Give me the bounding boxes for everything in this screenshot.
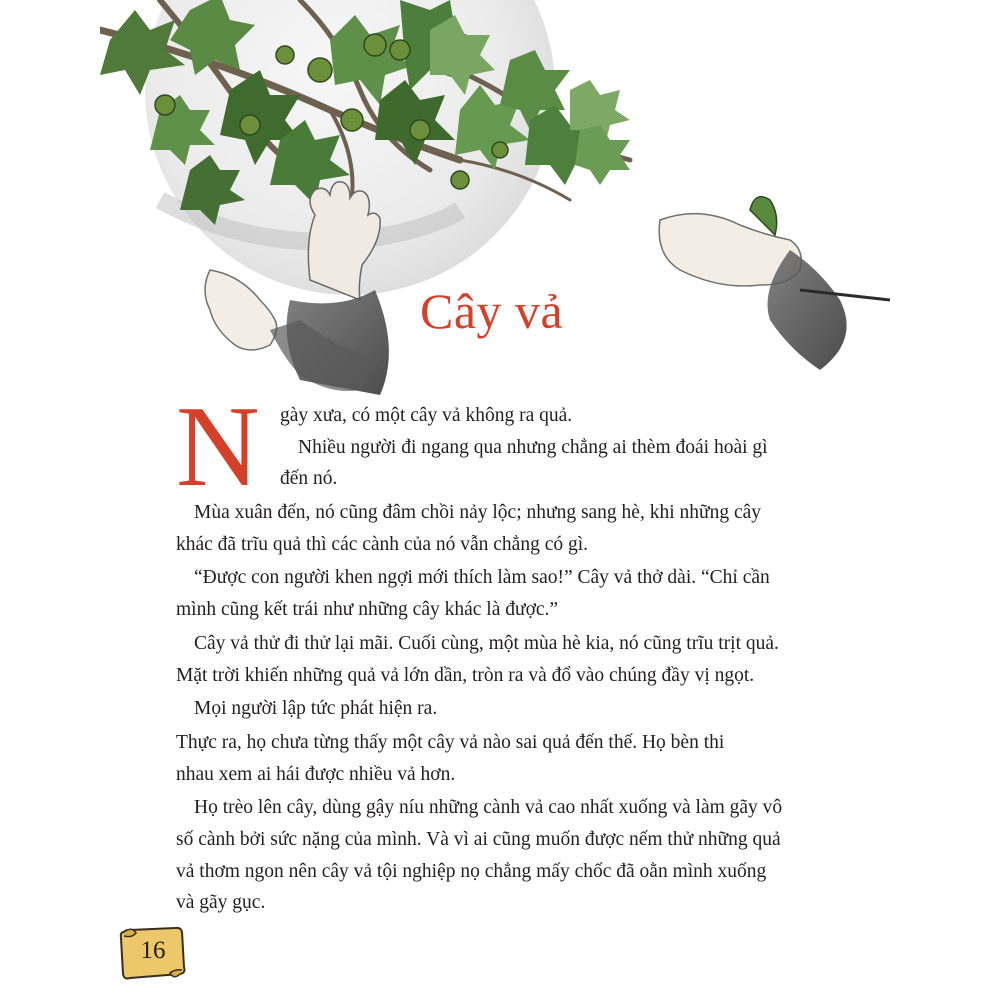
page-number-scroll — [118, 924, 188, 982]
text-line: mình cũng kết trái như những cây khác là được.” — [176, 599, 559, 621]
text-line: “Được con người khen ngợi mới thích làm sao!” Cây vả thở dài. “Chỉ cần — [194, 567, 770, 589]
text-line: Mùa xuân đến, nó cũng đâm chồi nảy lộc; nhưng sang hè, khi những cây — [194, 502, 762, 524]
text-line: Mọi người lập tức phát hiện ra. — [194, 698, 438, 720]
text-line: Thực ra, họ chưa từng thấy một cây vả nào sai quả đến thế. Họ bèn thi — [176, 731, 725, 753]
story-body — [176, 383, 844, 919]
text-line: số cành bởi sức nặng của mình. Và vì ai cũng muốn được nếm thử những quả — [176, 828, 781, 850]
text-line: Họ trèo lên cây, dùng gậy níu những cành vả cao nhất xuống và làm gãy vô — [194, 797, 783, 819]
text-line: khác đã trĩu quả thì các cành của nó vẫn chẳng có gì. — [176, 533, 589, 555]
text-line: vả thơm ngon nên cây vả tội nghiệp nọ chẳng mấy chốc đã oằn mình xuống — [176, 860, 767, 882]
story-title: Cây vả — [420, 283, 564, 339]
text-line: gày xưa, có một cây vả không ra quả. — [280, 405, 573, 426]
text-line: Cây vả thử đi thử lại mãi. Cuối cùng, một mùa hè kia, nó cũng trĩu trịt quả. — [194, 632, 779, 654]
fig-tree-illustration — [100, 0, 897, 400]
hand-holding-fig — [659, 197, 890, 370]
page-number: 16 — [140, 937, 166, 964]
text-line: và gãy gục. — [176, 892, 266, 914]
drop-cap: N — [176, 383, 260, 511]
text-line: nhau xem ai hái được nhiều vả hơn. — [176, 763, 456, 785]
text-line: Mặt trời khiến những quả vả lớn dần, tròn ra và đổ vào chúng đầy vị ngọt. — [176, 664, 755, 686]
text-line: đến nó. — [280, 468, 338, 490]
text-line: Nhiều người đi ngang qua nhưng chẳng ai thèm đoái hoài gì — [298, 436, 768, 458]
